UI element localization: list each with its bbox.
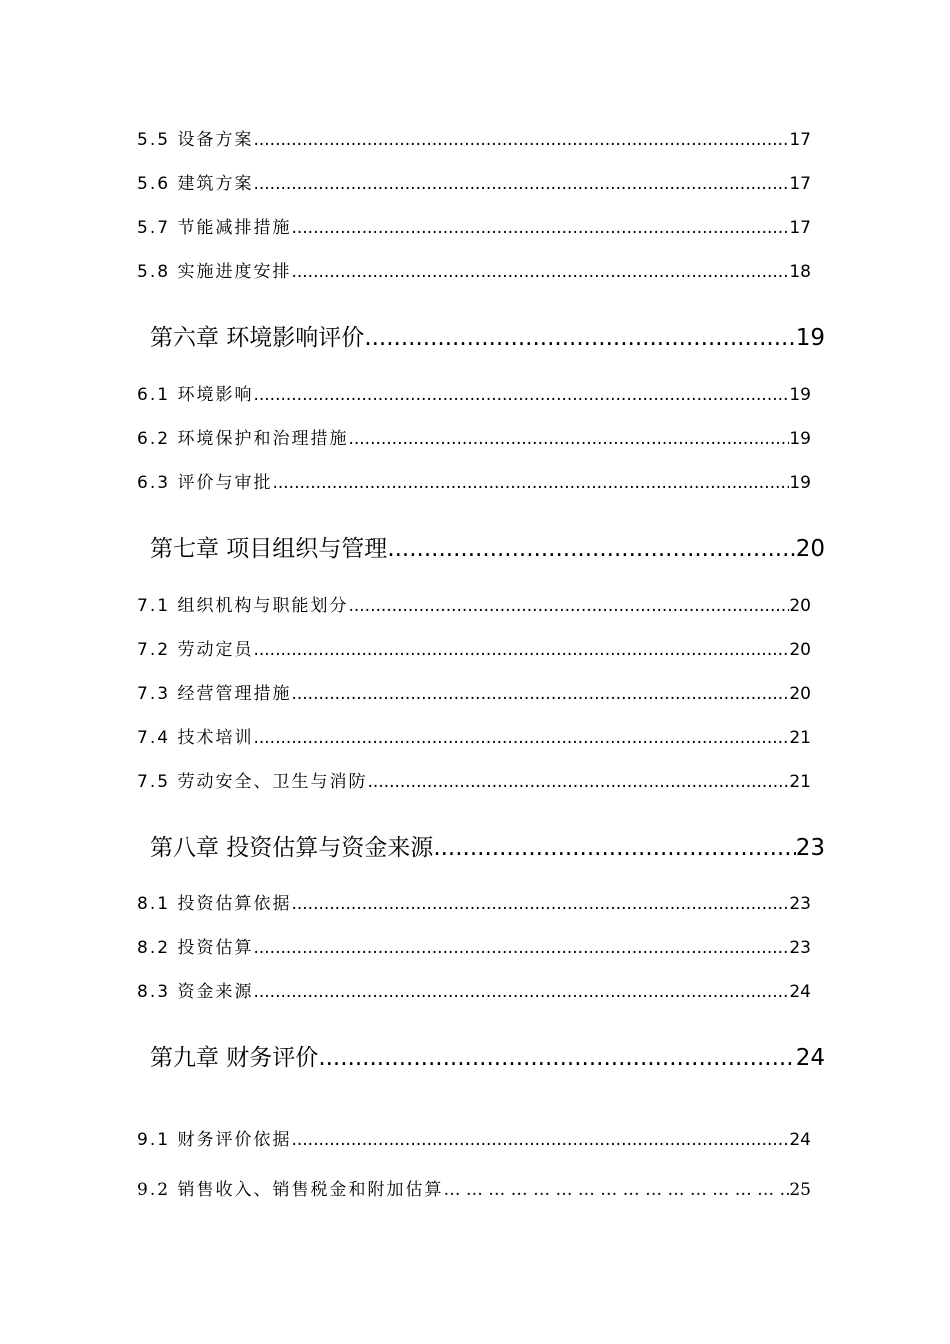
toc-entry-label: 7.4 技术培训	[137, 728, 254, 748]
toc-entry-5-5[interactable]	[137, 125, 811, 150]
toc-page-number: 20	[789, 684, 811, 704]
toc-dot-leader	[253, 728, 789, 748]
toc-dot-leader	[291, 894, 789, 914]
toc-entry-7-1[interactable]	[137, 591, 811, 616]
toc-page-number: 17	[789, 130, 811, 150]
toc-page-number: 21	[789, 728, 811, 748]
toc-dot-leader	[318, 1045, 795, 1071]
toc-entry-6-2[interactable]	[137, 424, 811, 449]
toc-page-number: 23	[789, 894, 811, 914]
toc-entry-7-3[interactable]	[137, 679, 811, 704]
toc-dot-leader	[387, 536, 795, 562]
toc-entry-label: 8.1 投资估算依据	[137, 894, 292, 914]
toc-entry-7-4[interactable]	[137, 723, 811, 748]
toc-entry-5-7[interactable]	[137, 213, 811, 238]
toc-chapter-6[interactable]	[150, 319, 825, 352]
toc-entry-7-5[interactable]	[137, 767, 811, 792]
toc-page-number: 20	[789, 640, 811, 660]
toc-entry-label: 5.8 实施进度安排	[137, 262, 292, 282]
toc-entry-5-8[interactable]	[137, 257, 811, 282]
toc-dot-leader	[364, 325, 795, 351]
toc-entry-label: 9.2 销售收入、销售税金和附加估算	[137, 1180, 444, 1200]
toc-entry-6-1[interactable]	[137, 380, 811, 405]
toc-dot-leader	[433, 835, 795, 861]
toc-page-number: 24	[789, 1130, 811, 1150]
toc-entry-label: 7.1 组织机构与职能划分	[137, 596, 349, 616]
toc-page-number: 19	[789, 429, 811, 449]
toc-entry-label: 9.1 财务评价依据	[137, 1130, 292, 1150]
toc-dot-leader	[253, 130, 789, 150]
toc-page-number: 20	[795, 536, 825, 562]
toc-entry-label: 7.5 劳动安全、卫生与消防	[137, 772, 368, 792]
toc-chapter-label: 第七章 项目组织与管理	[150, 536, 388, 562]
toc-page-number: 24	[795, 1045, 825, 1071]
toc-dot-leader	[443, 1180, 789, 1200]
toc-page-number: 19	[789, 473, 811, 493]
toc-chapter-9[interactable]	[150, 1039, 825, 1072]
toc-entry-9-1[interactable]	[137, 1125, 811, 1150]
toc-entry-label: 6.1 环境影响	[137, 385, 254, 405]
toc-entry-label: 6.2 环境保护和治理措施	[137, 429, 349, 449]
toc-page-number: 17	[789, 174, 811, 194]
toc-dot-leader	[253, 174, 789, 194]
toc-page-number: 21	[789, 772, 811, 792]
toc-entry-label: 7.2 劳动定员	[137, 640, 254, 660]
toc-entry-label: 6.3 评价与审批	[137, 473, 273, 493]
toc-dot-leader	[291, 262, 789, 282]
toc-dot-leader	[253, 385, 789, 405]
toc-dot-leader	[348, 429, 789, 449]
toc-dot-leader	[272, 473, 789, 493]
toc-dot-leader	[253, 640, 789, 660]
toc-chapter-label: 第六章 环境影响评价	[150, 325, 365, 351]
toc-chapter-7[interactable]	[150, 530, 825, 563]
toc-page-number: 19	[795, 325, 825, 351]
toc-entry-7-2[interactable]	[137, 635, 811, 660]
toc-page-number: 20	[789, 596, 811, 616]
toc-dot-leader	[367, 772, 789, 792]
toc-dot-leader	[253, 982, 789, 1002]
toc-entry-label: 7.3 经营管理措施	[137, 684, 292, 704]
toc-dot-leader	[253, 938, 789, 958]
toc-page-number: 25	[789, 1180, 811, 1200]
toc-entry-8-1[interactable]	[137, 889, 811, 914]
toc-chapter-8[interactable]	[150, 829, 825, 862]
toc-entry-label: 8.2 投资估算	[137, 938, 254, 958]
toc-dot-leader	[291, 1130, 789, 1150]
toc-chapter-label: 第八章 投资估算与资金来源	[150, 835, 434, 861]
toc-dot-leader	[348, 596, 789, 616]
toc-chapter-label: 第九章 财务评价	[150, 1045, 319, 1071]
toc-page-number: 23	[789, 938, 811, 958]
toc-entry-8-2[interactable]	[137, 933, 811, 958]
toc-entry-9-2[interactable]	[137, 1175, 811, 1200]
toc-page-number: 23	[795, 835, 825, 861]
toc-dot-leader	[291, 218, 789, 238]
toc-page-number: 18	[789, 262, 811, 282]
toc-entry-label: 5.5 设备方案	[137, 130, 254, 150]
toc-dot-leader	[291, 684, 789, 704]
toc-page-number: 19	[789, 385, 811, 405]
toc-page-number: 17	[789, 218, 811, 238]
toc-entry-label: 5.7 节能减排措施	[137, 218, 292, 238]
toc-entry-6-3[interactable]	[137, 468, 811, 493]
toc-entry-label: 5.6 建筑方案	[137, 174, 254, 194]
toc-page-number: 24	[789, 982, 811, 1002]
toc-entry-8-3[interactable]	[137, 977, 811, 1002]
toc-entry-label: 8.3 资金来源	[137, 982, 254, 1002]
toc-entry-5-6[interactable]	[137, 169, 811, 194]
